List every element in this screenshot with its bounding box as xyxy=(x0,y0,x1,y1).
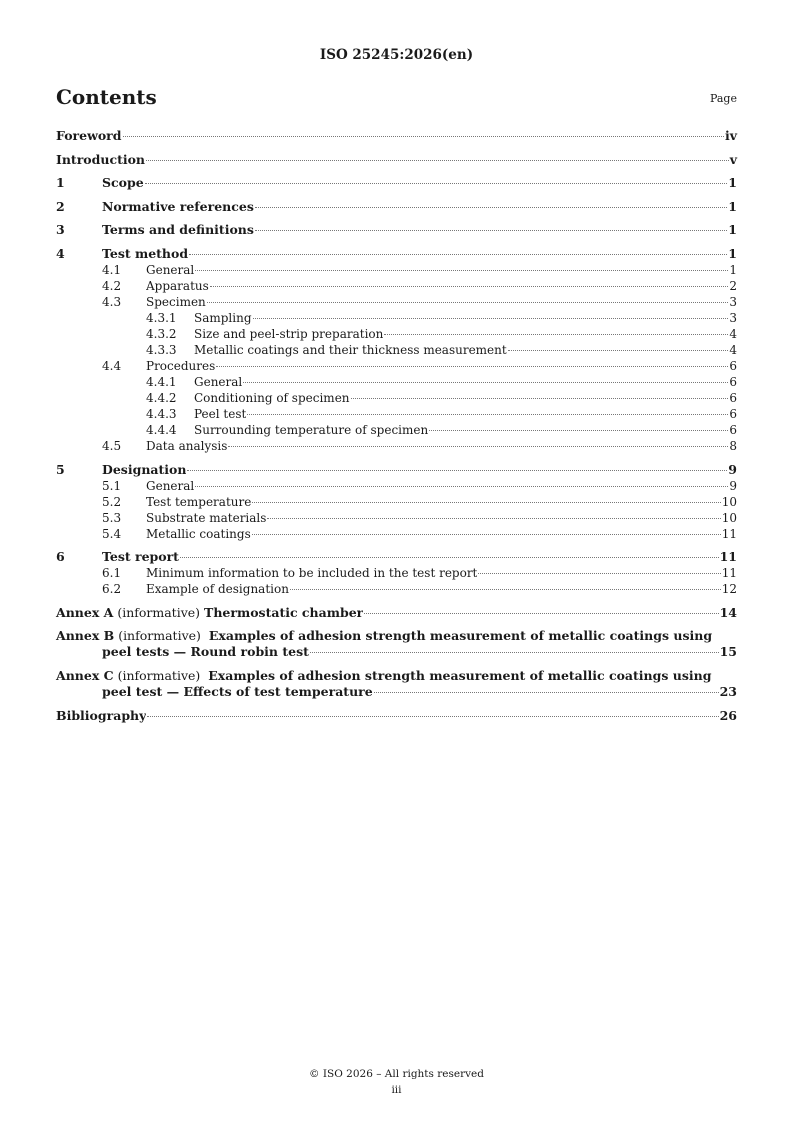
toc-entry-page: 1 xyxy=(729,262,737,277)
toc-entry-page: 10 xyxy=(721,510,737,525)
toc-entry-page: 11 xyxy=(721,566,737,581)
toc-entry-page: 12 xyxy=(721,582,737,597)
toc-entry-title: Size and peel-strip preparation xyxy=(194,326,384,341)
dot-leader xyxy=(180,557,719,558)
dot-leader xyxy=(252,534,721,535)
toc-entry-page: 2 xyxy=(729,278,737,293)
toc-entry-number: 4.4.3 xyxy=(146,406,177,421)
toc-entry-number: 2 xyxy=(56,198,65,214)
toc-entry-annex-a[interactable] xyxy=(56,605,737,621)
annex-informative: (informative) xyxy=(118,628,201,644)
dot-leader xyxy=(243,382,728,383)
toc-entry[interactable] xyxy=(56,549,737,565)
toc-entry-page: 1 xyxy=(728,175,737,191)
dot-leader xyxy=(216,366,728,367)
toc-entry-number: 3 xyxy=(56,222,65,238)
dot-leader xyxy=(146,160,729,161)
dot-leader xyxy=(255,207,727,208)
toc-entry[interactable] xyxy=(56,438,737,454)
annex-page: 15 xyxy=(719,644,737,660)
toc-entry-title: Minimum information to be included in the test report xyxy=(146,566,478,581)
dot-leader xyxy=(290,589,721,590)
toc-entry-page: 1 xyxy=(728,198,737,214)
toc-entry-title: Normative references xyxy=(102,198,254,214)
dot-leader xyxy=(255,230,727,231)
dot-leader xyxy=(310,652,719,653)
toc-entry-title: Example of designation xyxy=(146,582,289,597)
toc-entry[interactable] xyxy=(56,326,737,342)
dot-leader xyxy=(364,613,718,614)
toc-entry[interactable] xyxy=(56,510,737,526)
annex-title-line2: peel test — Effects of test temperature xyxy=(102,683,373,699)
toc-entry-title: General xyxy=(146,262,195,277)
toc-entry-title: Sampling xyxy=(194,310,252,325)
dot-leader xyxy=(195,486,728,487)
bibliography-title: Bibliography xyxy=(56,707,147,723)
dot-leader xyxy=(384,334,728,335)
toc-entry-title: Terms and definitions xyxy=(102,222,254,238)
dot-leader xyxy=(252,502,720,503)
dot-leader xyxy=(508,350,729,351)
toc-entry-page: v xyxy=(729,151,737,167)
toc-entry[interactable] xyxy=(56,374,737,390)
toc-entry[interactable] xyxy=(56,342,737,358)
annex-informative: (informative) xyxy=(117,604,201,620)
toc-entry-number: 4.4.2 xyxy=(146,390,177,405)
bibliography-page: 26 xyxy=(719,707,737,723)
toc-entry-number: 4 xyxy=(56,245,65,261)
toc-entry[interactable] xyxy=(56,478,737,494)
toc-entry-page: 9 xyxy=(728,461,737,477)
toc-entry[interactable] xyxy=(56,246,737,262)
annex-page: 14 xyxy=(719,604,737,620)
toc-entry-number: 4.5 xyxy=(102,438,122,453)
dot-leader xyxy=(210,286,729,287)
toc-entry-page: 10 xyxy=(721,494,737,509)
dot-leader xyxy=(267,518,720,519)
toc-entry-page: 11 xyxy=(721,526,737,541)
dot-leader xyxy=(478,573,720,574)
toc-entry-number: 4.1 xyxy=(102,262,122,277)
dot-leader xyxy=(228,446,728,447)
annex-label: Annex B xyxy=(56,628,115,644)
toc-entry-number: 4.4.1 xyxy=(146,374,177,389)
toc-entry[interactable] xyxy=(56,494,737,510)
toc-entry-number: 4.4.4 xyxy=(146,422,177,437)
dot-leader xyxy=(253,318,729,319)
toc-entry-title: Conditioning of specimen xyxy=(194,390,350,405)
toc-entry-title: Substrate materials xyxy=(146,510,267,525)
toc-entry-page: 3 xyxy=(729,310,737,325)
toc-entry-number: 5.4 xyxy=(102,526,122,541)
toc-entry-number: 5.2 xyxy=(102,494,122,509)
dot-leader xyxy=(247,414,728,415)
toc-entry[interactable] xyxy=(56,526,737,542)
toc-entry[interactable] xyxy=(56,390,737,406)
toc-entry-annex-b[interactable] xyxy=(56,628,737,660)
toc-entry-page: iv xyxy=(724,128,737,143)
toc-entry-number: 4.2 xyxy=(102,278,122,293)
toc-entry-page: 1 xyxy=(728,222,737,238)
toc-entry-title: Specimen xyxy=(146,294,206,309)
toc-entry-page: 3 xyxy=(729,294,737,309)
toc-entry-title: Foreword xyxy=(56,128,122,143)
page-number: iii xyxy=(391,1084,402,1096)
toc-entry[interactable] xyxy=(56,406,737,422)
annex-title-line2: peel tests — Round robin test xyxy=(102,644,309,660)
toc-entry[interactable] xyxy=(56,152,737,168)
toc-entry-page: 6 xyxy=(729,374,737,389)
toc-entry[interactable] xyxy=(56,565,737,581)
annex-title: Thermostatic chamber xyxy=(204,604,364,620)
toc-entry-number: 6.2 xyxy=(102,582,122,597)
toc-entry[interactable] xyxy=(56,199,737,215)
toc-entry[interactable] xyxy=(56,310,737,326)
annex-title-line1: Examples of adhesion strength measurement of metallic coatings using xyxy=(208,628,713,644)
toc-entry-page: 9 xyxy=(729,478,737,493)
toc-entry-page: 6 xyxy=(729,390,737,405)
toc-entry-title: General xyxy=(194,374,243,389)
dot-leader xyxy=(123,136,724,137)
dot-leader xyxy=(351,398,729,399)
toc-entry-title: Test temperature xyxy=(146,494,252,509)
toc-entry-title: Surrounding temperature of specimen xyxy=(194,422,429,437)
dot-leader xyxy=(187,470,727,471)
toc-entry[interactable] xyxy=(56,581,737,597)
toc-entry[interactable] xyxy=(56,358,737,374)
toc-entry-title: Apparatus xyxy=(146,278,209,293)
toc-entry[interactable] xyxy=(56,222,737,238)
toc-entry-number: 5 xyxy=(56,461,65,477)
toc-entry-title: Peel test xyxy=(194,406,247,421)
dot-leader xyxy=(207,302,729,303)
dot-leader xyxy=(147,716,718,717)
toc-entry-page: 11 xyxy=(719,549,737,565)
page-column-label: Page xyxy=(709,92,737,105)
toc-entry-number: 4.3.1 xyxy=(146,310,177,325)
toc-entry[interactable] xyxy=(56,262,737,278)
toc-entry-number: 6.1 xyxy=(102,566,122,581)
annex-informative: (informative) xyxy=(117,667,201,683)
toc-entry[interactable] xyxy=(56,422,737,438)
annex-label: Annex C xyxy=(56,667,114,683)
document-id-header: ISO 25245:2026(en) xyxy=(319,47,474,63)
toc-entry-annex-c[interactable] xyxy=(56,668,737,700)
annex-page: 23 xyxy=(719,683,737,699)
toc-entry-number: 6 xyxy=(56,549,65,565)
toc-entry-page: 1 xyxy=(728,245,737,261)
toc-entry-number: 4.4 xyxy=(102,358,122,373)
annex-label: Annex A xyxy=(56,604,114,620)
contents-title: Contents xyxy=(56,85,157,109)
toc-entry-title: Test report xyxy=(102,549,179,565)
toc-entry-number: 4.3.2 xyxy=(146,326,177,341)
toc-entry-title: Test method xyxy=(102,245,189,261)
toc-entry-title: Designation xyxy=(102,461,187,477)
toc-entry-page: 8 xyxy=(729,438,737,453)
dot-leader xyxy=(429,430,728,431)
toc-entry-number: 1 xyxy=(56,175,65,191)
toc-entry-number: 4.3.3 xyxy=(146,342,177,357)
toc-entries xyxy=(56,128,737,597)
toc-entry-title: Procedures xyxy=(146,358,216,373)
annex-title-line1: Examples of adhesion strength measurement of metallic coatings using xyxy=(208,667,712,683)
toc-entry-page: 6 xyxy=(729,406,737,421)
toc-entry[interactable] xyxy=(56,128,737,144)
toc-entry-number: 5.3 xyxy=(102,510,122,525)
toc-entry-bibliography[interactable] xyxy=(56,708,737,724)
toc-entry-title: Introduction xyxy=(56,151,146,167)
toc-entry[interactable] xyxy=(56,278,737,294)
toc-entry-page: 6 xyxy=(729,422,737,437)
dot-leader xyxy=(374,692,719,693)
toc-entry-page: 6 xyxy=(729,358,737,373)
page-footer xyxy=(56,1066,737,1098)
toc-entry-title: Metallic coatings and their thickness measurement xyxy=(194,342,507,357)
toc-entry-title: Metallic coatings xyxy=(146,526,251,541)
toc-entry-title: Data analysis xyxy=(146,438,228,453)
dot-leader xyxy=(145,183,728,184)
toc-entry[interactable] xyxy=(56,462,737,478)
toc-entry-number: 5.1 xyxy=(102,478,122,493)
document-page xyxy=(56,0,737,1122)
toc-entry-page: 4 xyxy=(729,326,737,341)
toc-entry[interactable] xyxy=(56,175,737,191)
toc-entry-number: 4.3 xyxy=(102,294,122,309)
toc-entry-title: Scope xyxy=(102,175,144,191)
toc-entry[interactable] xyxy=(56,294,737,310)
toc-entry-title: General xyxy=(146,478,195,493)
dot-leader xyxy=(189,254,727,255)
toc-entry-page: 4 xyxy=(729,342,737,357)
copyright-notice: © ISO 2026 – All rights reserved xyxy=(309,1068,484,1080)
dot-leader xyxy=(195,270,728,271)
table-of-contents xyxy=(56,128,737,724)
